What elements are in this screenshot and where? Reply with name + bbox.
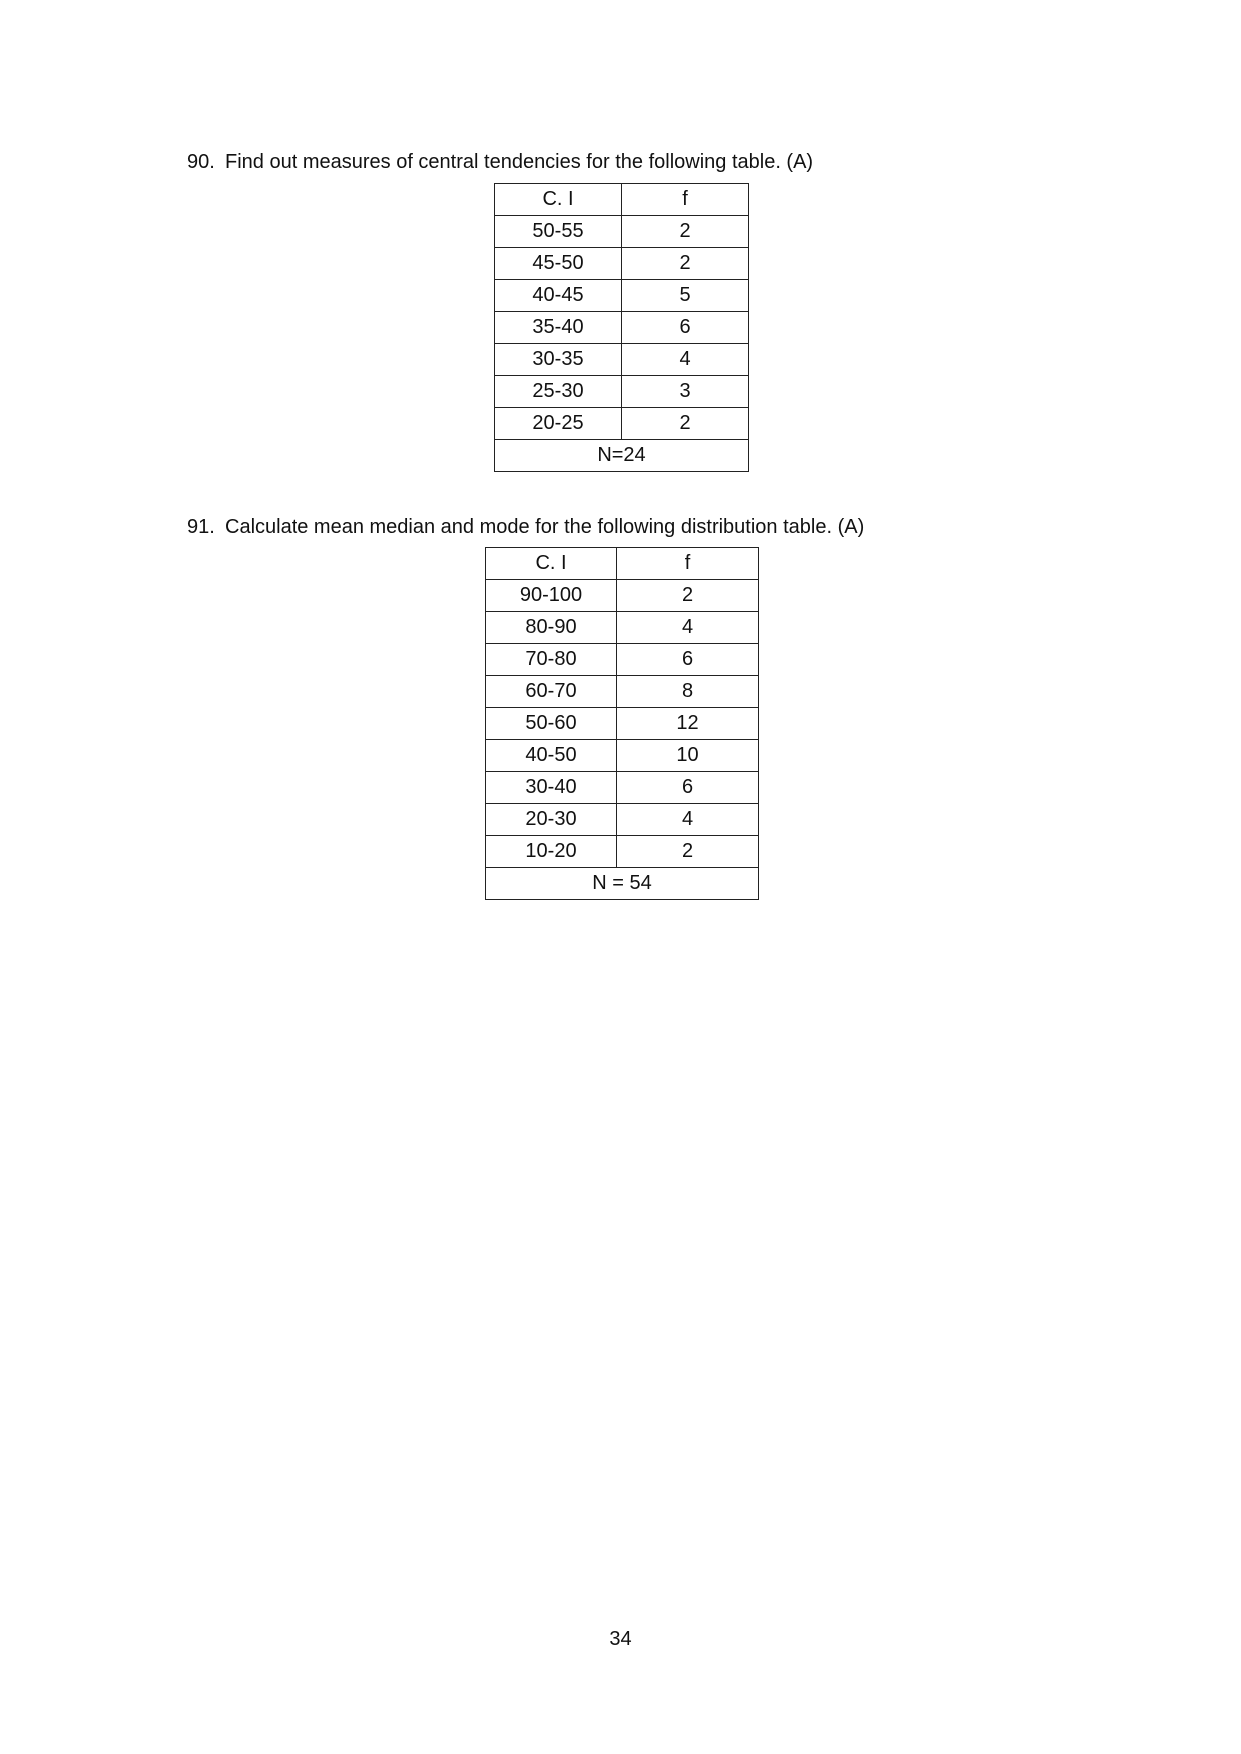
frequency-cell: 5 [622, 280, 749, 312]
frequency-cell: 2 [622, 408, 749, 440]
question-text: Calculate mean median and mode for the following distribution table. (A) [225, 516, 865, 538]
frequency-cell: 2 [622, 216, 749, 248]
frequency-table-91 [485, 547, 759, 900]
question-text: Find out measures of central tendencies for the following table. (A) [225, 151, 814, 173]
frequency-cell: 10 [617, 740, 759, 772]
table-row [486, 772, 759, 804]
frequency-cell: 2 [617, 580, 759, 612]
class-interval-cell: 40-45 [495, 280, 622, 312]
question-number: 91. [187, 516, 215, 538]
frequency-cell: 4 [622, 344, 749, 376]
class-interval-cell: 50-55 [495, 216, 622, 248]
table-header-row [495, 184, 749, 216]
class-interval-cell: 10-20 [486, 836, 617, 868]
header-class-interval: C. I [486, 548, 617, 580]
class-interval-cell: 50-60 [486, 708, 617, 740]
table-row [486, 676, 759, 708]
frequency-cell: 2 [622, 248, 749, 280]
table-row [486, 740, 759, 772]
table-row [495, 280, 749, 312]
header-frequency: f [622, 184, 749, 216]
class-interval-cell: 80-90 [486, 612, 617, 644]
table-row [486, 708, 759, 740]
question-number: 90. [187, 151, 215, 173]
frequency-cell: 6 [617, 772, 759, 804]
class-interval-cell: 30-40 [486, 772, 617, 804]
table-row [486, 580, 759, 612]
table-row [495, 344, 749, 376]
class-interval-cell: 20-25 [495, 408, 622, 440]
frequency-table-90 [494, 183, 749, 472]
class-interval-cell: 40-50 [486, 740, 617, 772]
class-interval-cell: 60-70 [486, 676, 617, 708]
table-total-row [486, 868, 759, 900]
question-90 [187, 150, 813, 174]
class-interval-cell: 30-35 [495, 344, 622, 376]
table-row [495, 216, 749, 248]
table-row [495, 376, 749, 408]
table-row [486, 612, 759, 644]
total-cell: N=24 [495, 440, 749, 472]
table-row [495, 312, 749, 344]
frequency-cell: 6 [622, 312, 749, 344]
question-91 [187, 515, 864, 539]
class-interval-cell: 45-50 [495, 248, 622, 280]
class-interval-cell: 90-100 [486, 580, 617, 612]
frequency-cell: 4 [617, 612, 759, 644]
header-class-interval: C. I [495, 184, 622, 216]
table-total-row [495, 440, 749, 472]
table-header-row [486, 548, 759, 580]
frequency-cell: 2 [617, 836, 759, 868]
table-row [486, 804, 759, 836]
frequency-cell: 3 [622, 376, 749, 408]
class-interval-cell: 35-40 [495, 312, 622, 344]
class-interval-cell: 70-80 [486, 644, 617, 676]
frequency-cell: 6 [617, 644, 759, 676]
class-interval-cell: 20-30 [486, 804, 617, 836]
table-row [486, 644, 759, 676]
table-row [495, 248, 749, 280]
page-number: 34 [609, 1628, 632, 1650]
frequency-cell: 8 [617, 676, 759, 708]
total-cell: N = 54 [486, 868, 759, 900]
frequency-cell: 12 [617, 708, 759, 740]
table-row [486, 836, 759, 868]
class-interval-cell: 25-30 [495, 376, 622, 408]
frequency-cell: 4 [617, 804, 759, 836]
header-frequency: f [617, 548, 759, 580]
table-row [495, 408, 749, 440]
